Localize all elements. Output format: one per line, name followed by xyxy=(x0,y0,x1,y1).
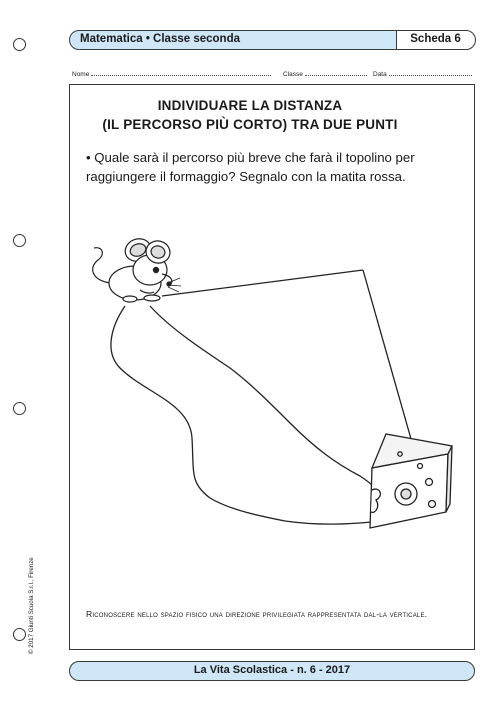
binder-hole xyxy=(13,234,26,247)
binder-hole xyxy=(13,402,26,415)
class-field[interactable] xyxy=(283,68,367,78)
binder-hole xyxy=(13,628,26,641)
straight-path-right xyxy=(363,270,415,453)
binder-hole xyxy=(13,38,26,51)
question-text: • Quale sarà il percorso più breve che farà il topolino per raggiungere il formaggio? Segnalo con la matita rossa. xyxy=(86,150,415,184)
straight-path-top xyxy=(162,270,363,296)
header-bar xyxy=(69,30,475,50)
footer-bar: La Vita Scolastica - n. 6 - 2017 xyxy=(69,661,475,681)
name-label: Nome xyxy=(72,71,90,78)
learning-objective: Riconoscere nello spazio fisico una direzione privilegiata rappresentata dal-la verticale. xyxy=(86,609,428,619)
class-label: Classe xyxy=(283,71,303,78)
mouse-icon xyxy=(93,235,181,302)
title-line-2: (IL PERCORSO PIÙ CORTO) TRA DUE PUNTI xyxy=(102,117,398,132)
copyright-text: © 2017 Giunti Scuola S.r.l., Firenze xyxy=(28,557,35,654)
subject-label: Matematica • Classe seconda xyxy=(80,33,240,45)
sheet-label: Scheda 6 xyxy=(396,30,476,50)
name-field[interactable] xyxy=(72,68,271,78)
date-label: Data xyxy=(373,71,387,78)
wavy-path xyxy=(111,306,372,524)
wavy-path-edge xyxy=(150,306,373,486)
mouse-cheese-illustration[interactable] xyxy=(80,228,470,538)
cheese-icon xyxy=(370,434,452,528)
title-line-1: INDIVIDUARE LA DISTANZA xyxy=(157,98,343,113)
date-field[interactable] xyxy=(373,68,472,78)
